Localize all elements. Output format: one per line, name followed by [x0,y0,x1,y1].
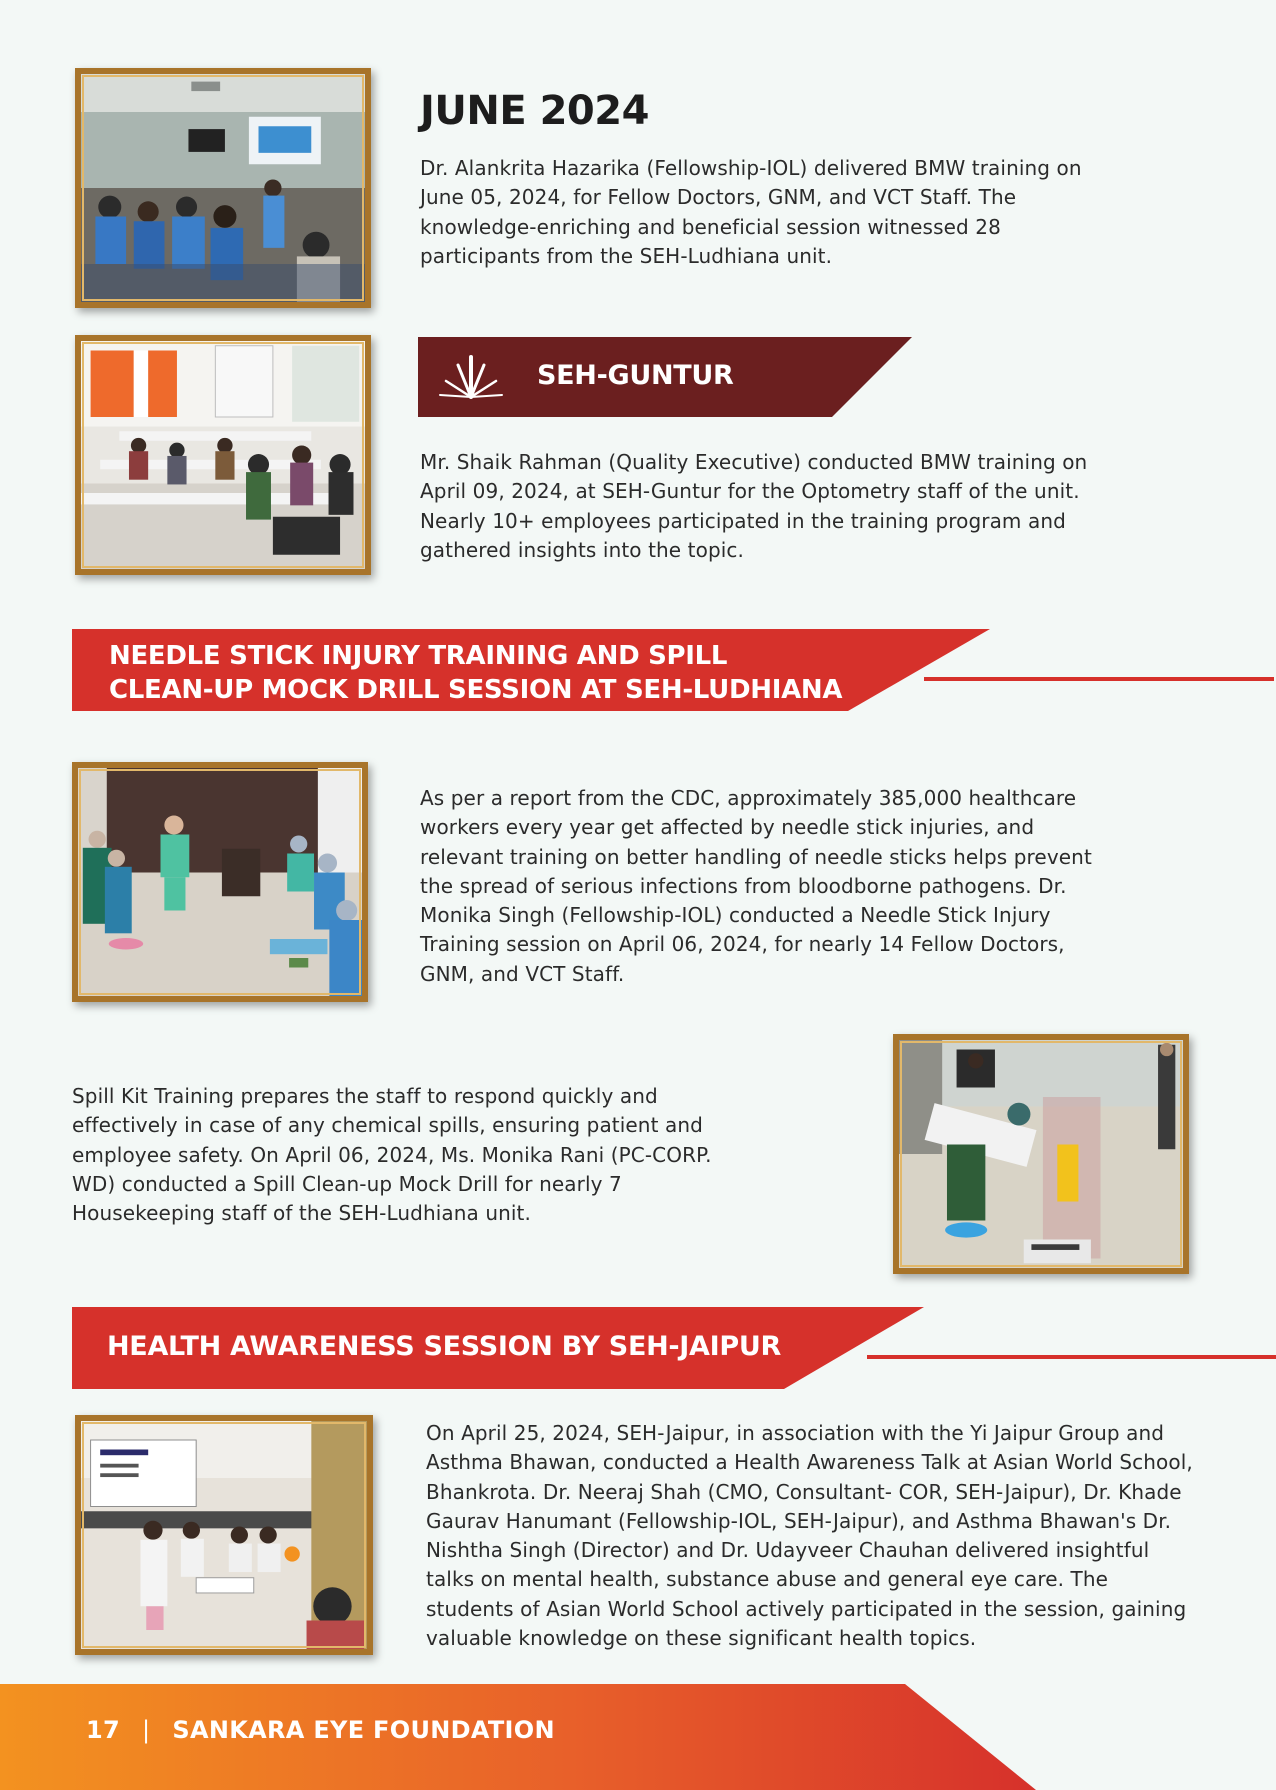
needle-banner-line1: NEEDLE STICK INJURY TRAINING AND SPILL [109,641,728,671]
needle-paragraph: As per a report from the CDC, approximately 385,000 healthcare workers every year get affected by needle stick injuries, and relevant training on better handling of needle sticks helps prevent the spread of serious infections from bloodborne pathogens. Dr. Monika Singh (Fellowship-IOL) conducted a Needle Stick Injury Training session on April 06, 2024, for nearly 14 Fellow Doctors, GNM, and VCT Staff. [420,786,1092,986]
spill-cleanup-image [899,1040,1183,1268]
guntur-banner-title: SEH-GUNTUR [537,360,734,391]
seated-session-image [78,768,362,996]
health-awareness-banner [72,1307,1276,1389]
jaipur-paragraph: On April 25, 2024, SEH-Jaipur, in association with the Yi Jaipur Group and Asthma Bhawan, conducted a Health Awareness Talk at Asian World School, Bhankrota. Dr. Neeraj Shah (CMO, Consultant- COR, SEH-Jaipur), Dr. Khade Gaurav Hanumant (Fellowship-IOL, SEH-Jaipur), and Asthma Bhawan's Dr. Nishtha Singh (Director) and Dr. Udayveer Chauhan delivered insightful talks on mental health, substance abuse and general eye care. The students of Asian World School actively participated in the session, gaining valuable knowledge on these significant health topics. [426,1421,1193,1651]
awareness-talk-image [81,1421,367,1649]
needle-banner-line2: CLEAN-UP MOCK DRILL SESSION AT SEH-LUDHIANA [109,675,843,705]
training-room-image [81,341,365,569]
footer-label [86,1716,555,1744]
page-footer [0,1684,1276,1790]
june-training-photo [75,68,371,308]
guntur-training-photo [75,335,371,575]
classroom-scene-image [81,74,365,302]
sun-rays-icon [436,351,506,403]
needle-training-photo [72,762,368,1002]
organization-name: SANKARA EYE FOUNDATION [172,1716,555,1744]
guntur-paragraph: Mr. Shaik Rahman (Quality Executive) conducted BMW training on April 09, 2024, at SEH-Guntur for the Optometry staff of the unit. Nearly 10+ employees participated in the training program and gathered insights into the topic. [420,450,1088,562]
spill-drill-photo [893,1034,1189,1274]
jaipur-session-photo [75,1415,373,1655]
june-paragraph: Dr. Alankrita Hazarika (Fellowship-IOL) delivered BMW training on June 05, 2024, for Fellow Doctors, GNM, and VCT Staff. The knowledge-enriching and beneficial session witnessed 28 participants from the SEH-Ludhiana unit. [420,156,1082,268]
page-number: 17 [86,1716,120,1744]
health-banner-title: HEALTH AWARENESS SESSION BY SEH-JAIPUR [107,1331,781,1362]
needle-banner-title [109,639,842,707]
page-title: JUNE 2024 [420,88,649,134]
guntur-banner [418,337,912,417]
footer-separator: | [142,1716,151,1744]
spill-paragraph: Spill Kit Training prepares the staff to respond quickly and effectively in case of any chemical spills, ensuring patient and employee safety. On April 06, 2024, Ms. Monika Rani (PC-CORP. WD) conducted a Spill Clean-up Mock Drill for nearly 7 Housekeeping staff of the SEH-Ludhiana unit. [72,1084,712,1226]
needle-stick-banner [72,629,1276,711]
